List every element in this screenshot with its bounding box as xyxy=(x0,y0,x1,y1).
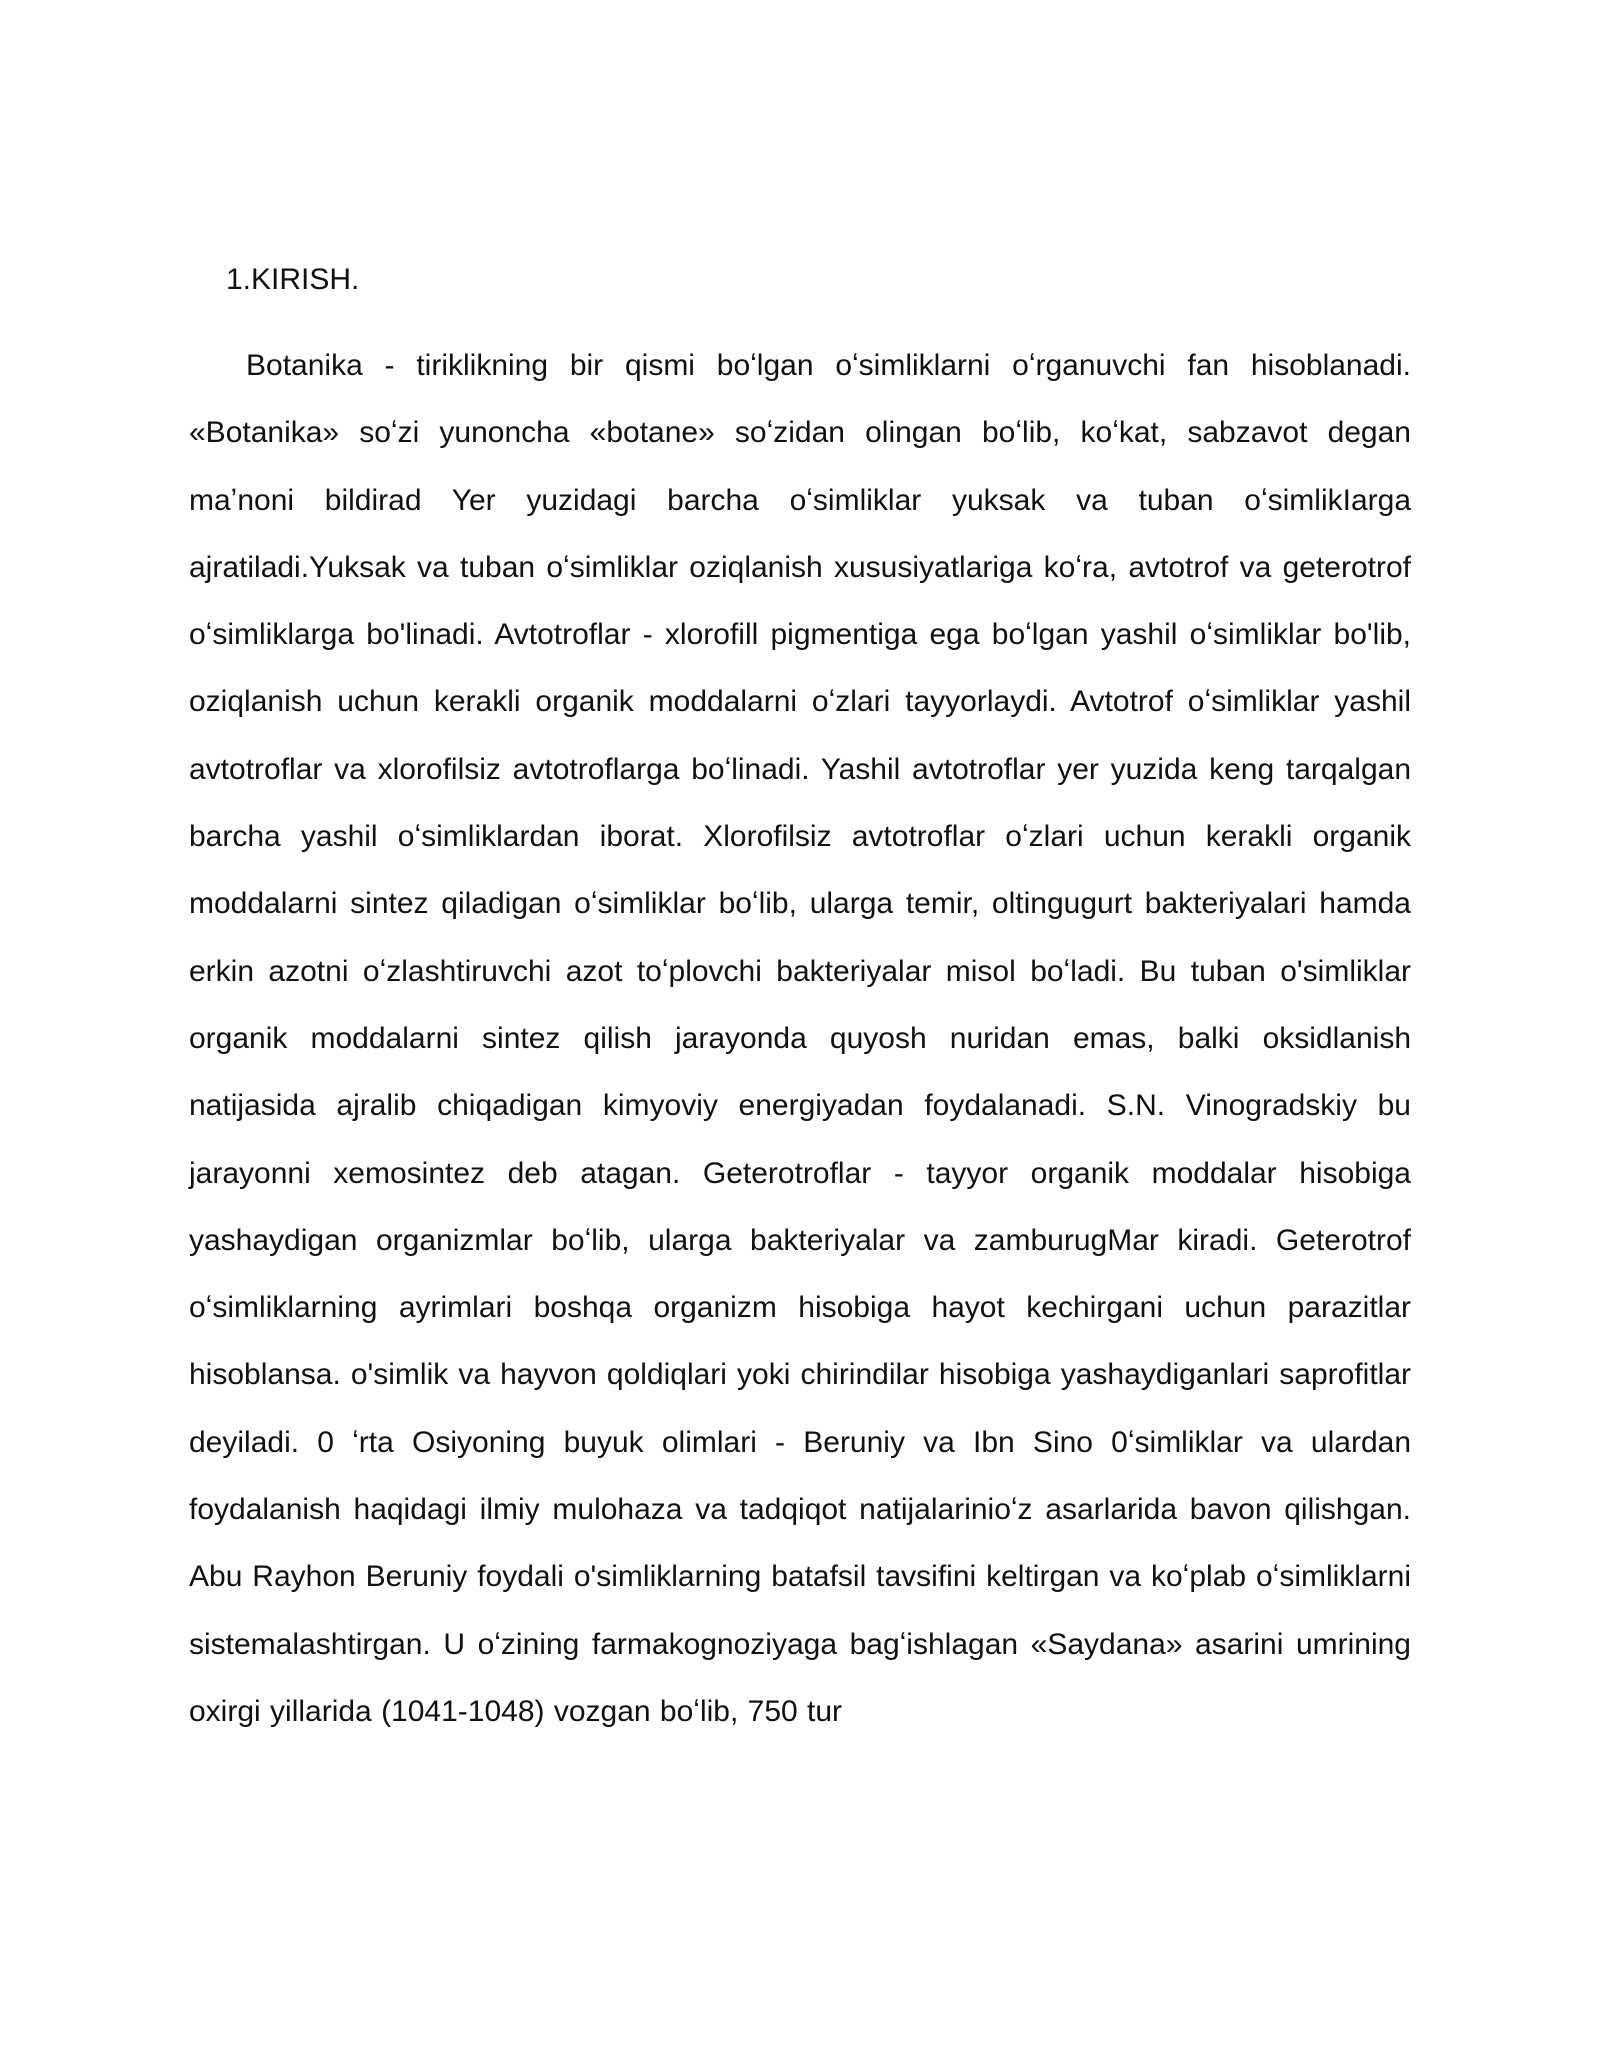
section-heading: 1.KIRISH. xyxy=(226,263,360,296)
body-paragraph: Botanika - tiriklikning bir qismi boʻlgan oʻsimliklarni oʻrganuvchi fan hisoblanadi. «Botanika» soʻzi yunoncha «botane» soʻzidan olingan boʻlib, koʻkat, sabzavot degan maʼnoni bildirad Yer yuzidagi barcha oʻsimliklar yuksak va tuban oʻsimlikIarga ajratiladi.Yuksak va tuban oʻsimliklar oziqlanish xususiyatlariga koʻra, avtotrof va geterotrof oʻsimliklarga bo'linadi. Avtotroflar - xlorofill pigmentiga ega boʻlgan yashil oʻsimliklar bo'lib, oziqlanish uchun kerakli organik moddalarni oʻzlari tayyorlaydi. Avtotrof oʻsimliklar yashil avtotroflar va xlorofilsiz avtotroflarga boʻlinadi. Yashil avtotroflar yer yuzida keng tarqalgan barcha yashil oʻsimliklardan iborat. Xlorofilsiz avtotroflar oʻzlari uchun kerakli organik moddalarni sintez qiladigan oʻsimliklar boʻlib, ularga temir, oltingugurt bakteriyalari hamda erkin azotni oʻzlashtiruvchi azot toʻplovchi bakteriyalar misol boʻladi. Bu tuban o'simliklar organik moddalarni sintez qilish jarayonda quyosh nuridan emas, balki oksidlanish natijasida ajralib chiqadigan kimyoviy energiyadan foydalanadi. S.N. Vinogradskiy bu jarayonni xemosintez deb atagan. Geterotroflar - tayyor organik moddalar hisobiga yashaydigan organizmlar boʻlib, ularga bakteriyalar va zamburugMar kiradi. Geterotrof oʻsimliklarning ayrimlari boshqa organizm hisobiga hayot kechirgani uchun parazitlar hisoblansa. o'simlik va hayvon qoldiqlari yoki chirindilar hisobiga yashaydiganlari saprofitlar deyiladi. 0 ʻrta Osiyoning buyuk olimlari - Beruniy va Ibn Sino 0ʻsimliklar va ulardan foydalanish haqidagi ilmiy mulohaza va tadqiqot natijalarinioʻz asarlarida bavon qilishgan. Abu Rayhon Beruniy foydali o'simliklarning batafsil tavsifini keltirgan va koʻplab oʻsimliklarni sistemalashtirgan. U oʻzining farmakognoziyaga bagʻishlagan «Saydana» asarini umrining oxirgi yillarida (1041-1048) vozgan boʻlib, 750 tur xyxy=(189,349,1411,1728)
